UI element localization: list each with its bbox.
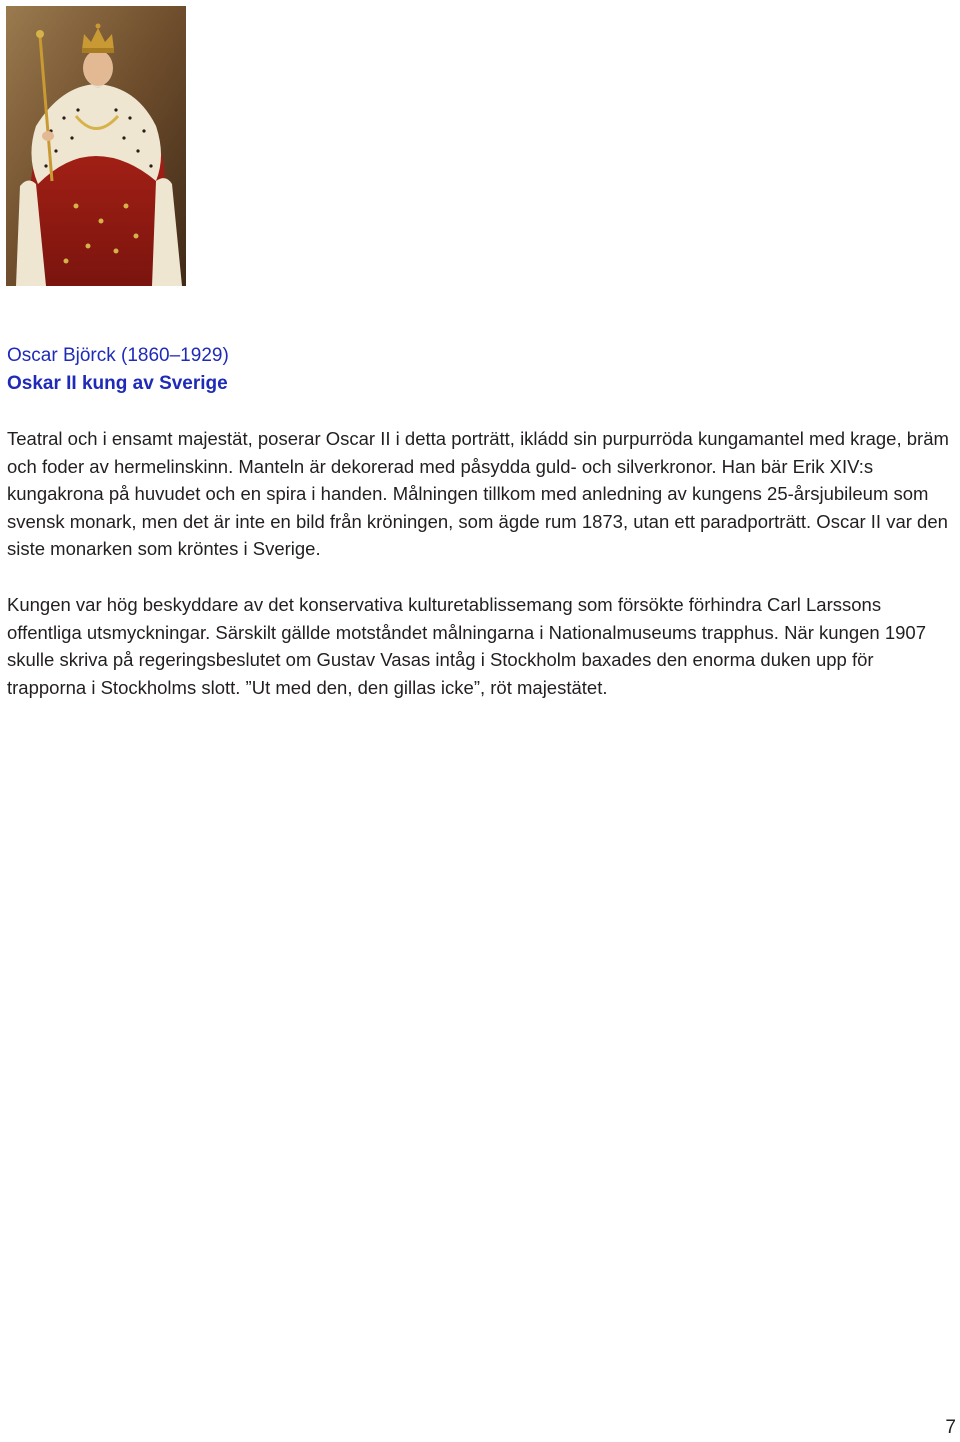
artwork-title: Oskar II kung av Sverige bbox=[7, 373, 228, 394]
body-paragraph: Kungen var hög beskyddare av det konservativa kulturetablissemang som försökte förhindra Carl Larssons offentliga utsmyckningar. Särskilt gällde motståndet målningarna i Nationalmuseums trapphus. När kungen 1907 skulle skriva på regeringsbeslutet om Gustav Vasas intåg i Stockholm baxades den enorma duken upp för trapporna i Stockholms slott. ”Ut med den, den gillas icke”, röt majestätet. bbox=[7, 594, 927, 698]
portrait-painting bbox=[6, 6, 186, 286]
page-number: 7 bbox=[945, 1417, 956, 1438]
body-paragraph: Teatral och i ensamt majestät, poserar Oscar II i detta porträtt, ikládd sin purpurröda kungamantel med krage, bräm och foder av hermelinskinn. Manteln är dekorerad med påsydda guld- och silverkronor. Han bär Erik XIV:s kungakrona på huvudet och en spira i handen. Målningen tillkom med anledning av kungens 25-årsjubileum som svensk monark, men det är inte en bild från kröningen, som ägde rum 1873, utan ett paradporträtt. Oscar II var den siste monarken som kröntes i Sverige. bbox=[7, 428, 949, 560]
artist-caption: Oscar Björck (1860–1929) bbox=[7, 345, 229, 366]
portrait-painting-image bbox=[6, 6, 186, 286]
